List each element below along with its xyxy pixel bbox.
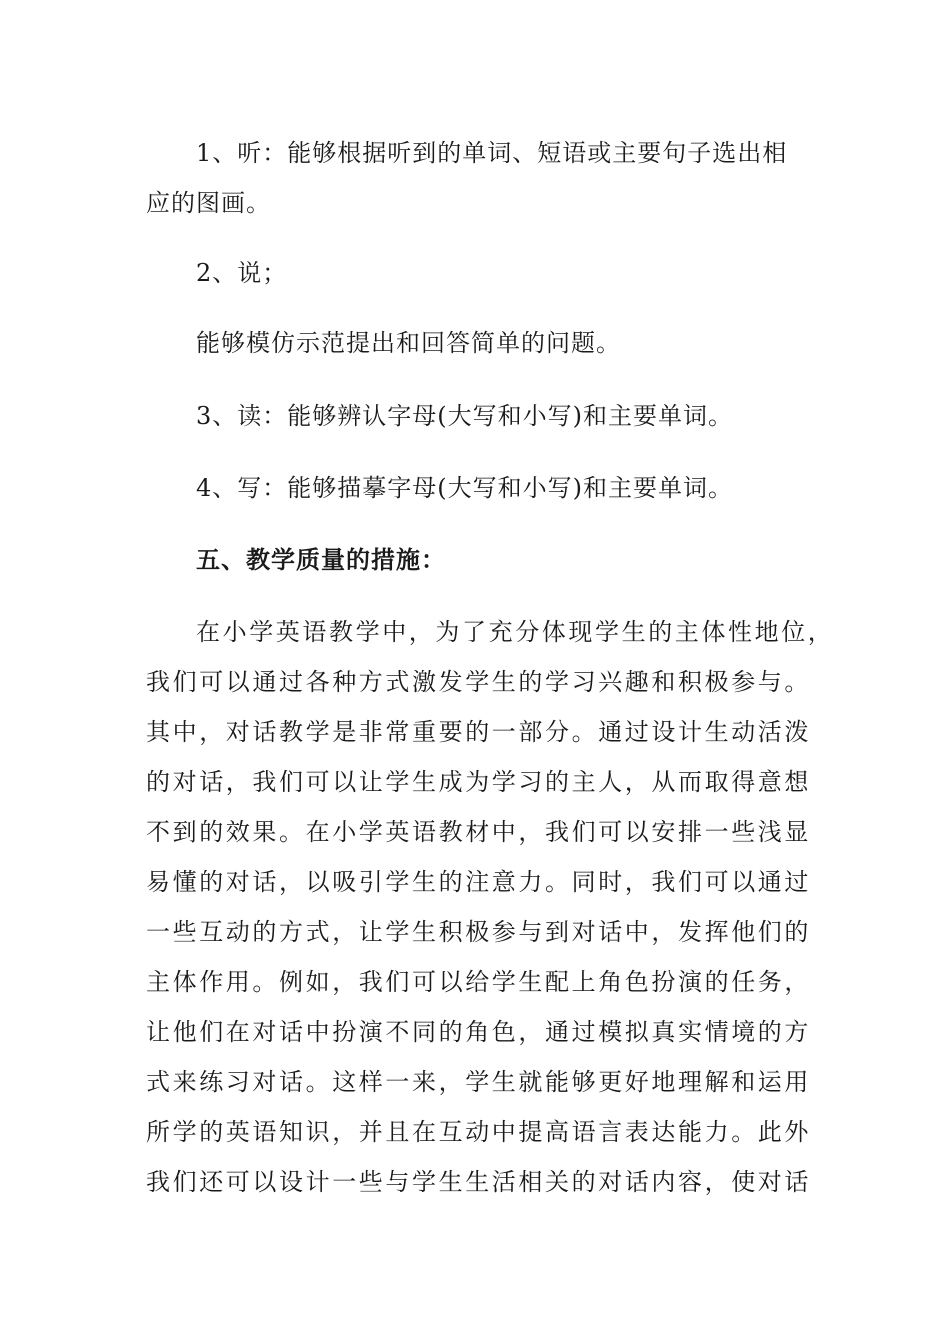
reading-item: 3、读：能够辨认字母(大写和小写)和主要单词。: [196, 402, 733, 430]
paragraph-line: 我们可以通过各种方式激发学生的学习兴趣和积极参与。: [146, 668, 811, 696]
section-heading: 五、教学质量的措施：: [196, 545, 446, 574]
paragraph-line: 让他们在对话中扮演不同的角色，通过模拟真实情境的方: [146, 1018, 811, 1046]
speaking-item-heading: 2、说；: [196, 259, 288, 287]
paragraph-line: 在小学英语教学中，为了充分体现学生的主体性地位，: [196, 618, 835, 646]
writing-item: 4、写：能够描摹字母(大写和小写)和主要单词。: [196, 474, 733, 502]
paragraph-line: 我们还可以设计一些与学生生活相关的对话内容，使对话: [146, 1168, 811, 1196]
listening-item-line-2: 应的图画。: [146, 189, 271, 217]
speaking-item-text: 能够模仿示范提出和回答简单的问题。: [196, 329, 621, 357]
paragraph-line: 其中，对话教学是非常重要的一部分。通过设计生动活泼: [146, 718, 811, 746]
paragraph-line: 的对话，我们可以让学生成为学习的主人，从而取得意想: [146, 768, 811, 796]
paragraph-line: 所学的英语知识，并且在互动中提高语言表达能力。此外: [146, 1118, 811, 1146]
paragraph-line: 不到的效果。在小学英语教材中，我们可以安排一些浅显: [146, 818, 811, 846]
paragraph-line: 式来练习对话。这样一来，学生就能够更好地理解和运用: [146, 1068, 811, 1096]
paragraph-line: 一些互动的方式，让学生积极参与到对话中，发挥他们的: [146, 918, 811, 946]
paragraph-line: 主体作用。例如，我们可以给学生配上角色扮演的任务，: [146, 968, 811, 996]
paragraph-line: 易懂的对话，以吸引学生的注意力。同时，我们可以通过: [146, 868, 811, 896]
listening-item-line-1: 1、听：能够根据听到的单词、短语或主要句子选出相: [196, 139, 788, 167]
